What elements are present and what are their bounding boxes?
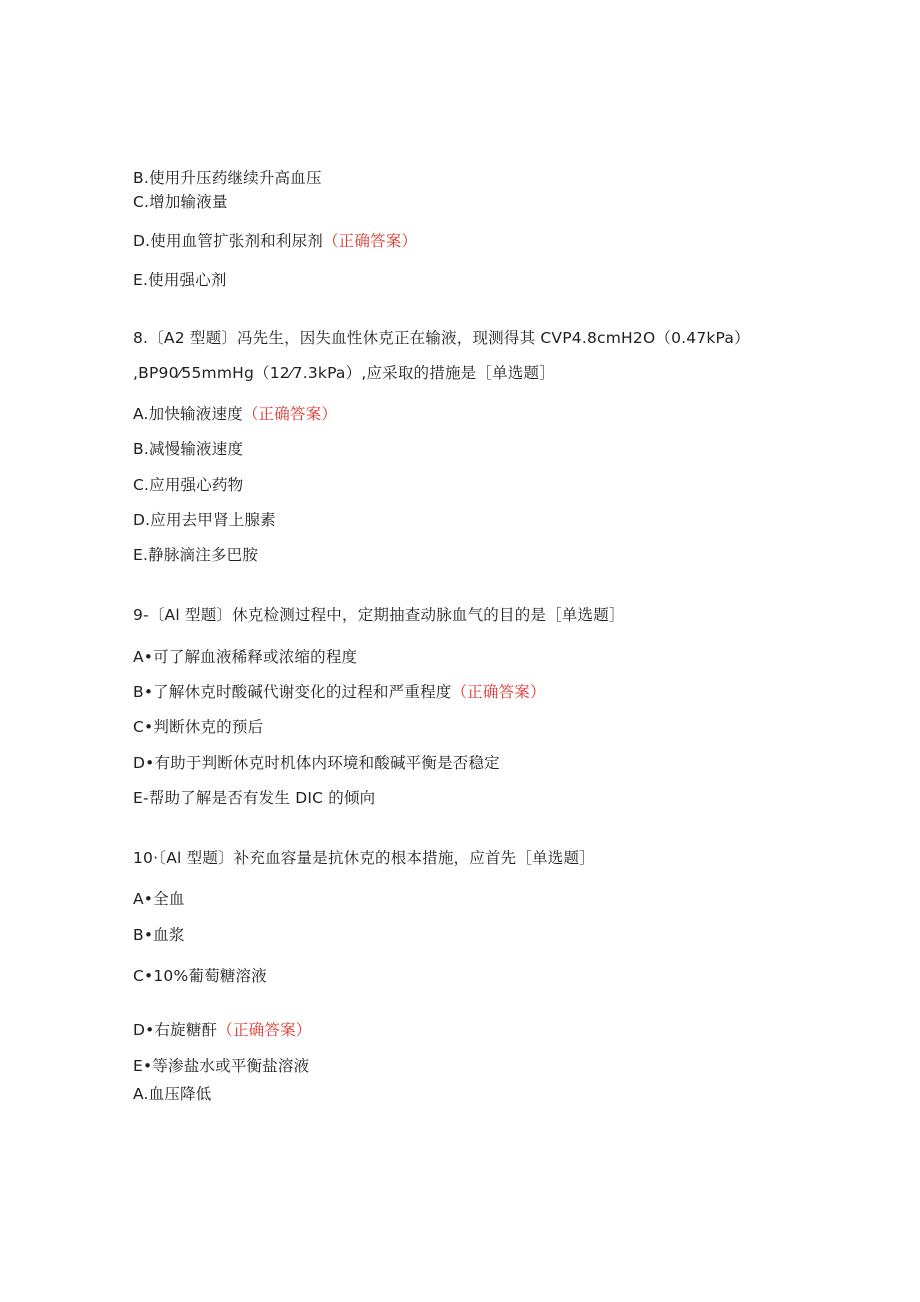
option-line (133, 753, 500, 773)
question-text: ,BP90⁄55mmHg（12⁄7.3kPa）,应采取的措施是［单选题］ (133, 364, 555, 382)
option-text: E-帮助了解是否有发生 DIC 的倾向 (133, 789, 376, 807)
option-line (133, 1056, 309, 1076)
correct-answer-mark: （正确答案） (451, 683, 546, 701)
option-line (133, 404, 337, 424)
option-text: C.应用强心药物 (133, 476, 244, 494)
question-text: 10·〔Al 型题〕补充血容量是抗休克的根本措施，应首先［单选题］ (133, 849, 595, 867)
question-line (133, 605, 625, 625)
question-line (133, 363, 555, 383)
option-text: A.加快输液速度 (133, 405, 243, 423)
option-line (133, 439, 243, 459)
option-text: B.减慢输液速度 (133, 440, 244, 458)
option-text: A.血压降低 (133, 1085, 212, 1103)
question-line (133, 848, 595, 868)
correct-answer-mark: （正确答案） (322, 232, 418, 250)
question-text: 9-〔Al 型题〕休克检测过程中，定期抽查动脉血气的目的是［单选题］ (133, 606, 625, 624)
correct-answer-mark: （正确答案） (217, 1021, 312, 1039)
option-line (133, 1020, 311, 1040)
correct-answer-mark: （正确答案） (242, 405, 338, 423)
option-text: B.使用升压药继续升高血压 (133, 169, 322, 187)
option-line (133, 168, 322, 188)
option-text: C•10%葡萄糖溶液 (133, 967, 267, 985)
option-line (133, 925, 185, 945)
option-line (133, 647, 357, 667)
option-text: E.静脉滴注多巴胺 (133, 546, 259, 564)
option-text: C•判断休克的预后 (133, 718, 264, 736)
option-line (133, 270, 227, 290)
option-text: D•右旋糖酐 (133, 1021, 218, 1039)
option-line (133, 682, 546, 702)
option-text: A•可了解血液稀释或浓缩的程度 (133, 648, 358, 666)
option-line (133, 1084, 211, 1104)
option-text: D.使用血管扩张剂和利尿剂 (133, 232, 323, 250)
option-text: E•等渗盐水或平衡盐溶液 (133, 1057, 310, 1075)
question-line (133, 328, 750, 348)
option-text: C.增加输液量 (133, 193, 228, 211)
option-line (133, 717, 263, 737)
option-line (133, 889, 185, 909)
option-text: D•有助于判断休克时机体内环境和酸碱平衡是否稳定 (133, 754, 500, 772)
option-line (133, 192, 228, 212)
question-text: 8.〔A2 型题〕冯先生，因失血性休克正在输液，现测得其 CVP4.8cmH2O（0.47kPa） (133, 329, 750, 347)
option-text: A•全血 (133, 890, 185, 908)
option-text: D.应用去甲肾上腺素 (133, 511, 276, 529)
option-line (133, 510, 276, 530)
option-line (133, 231, 417, 251)
option-text: B•血浆 (133, 926, 185, 944)
option-line (133, 545, 258, 565)
option-line (133, 475, 243, 495)
option-line (133, 788, 375, 808)
option-text: E.使用强心剂 (133, 271, 227, 289)
option-text: B•了解休克时酸碱代谢变化的过程和严重程度 (133, 683, 452, 701)
option-line (133, 966, 267, 986)
